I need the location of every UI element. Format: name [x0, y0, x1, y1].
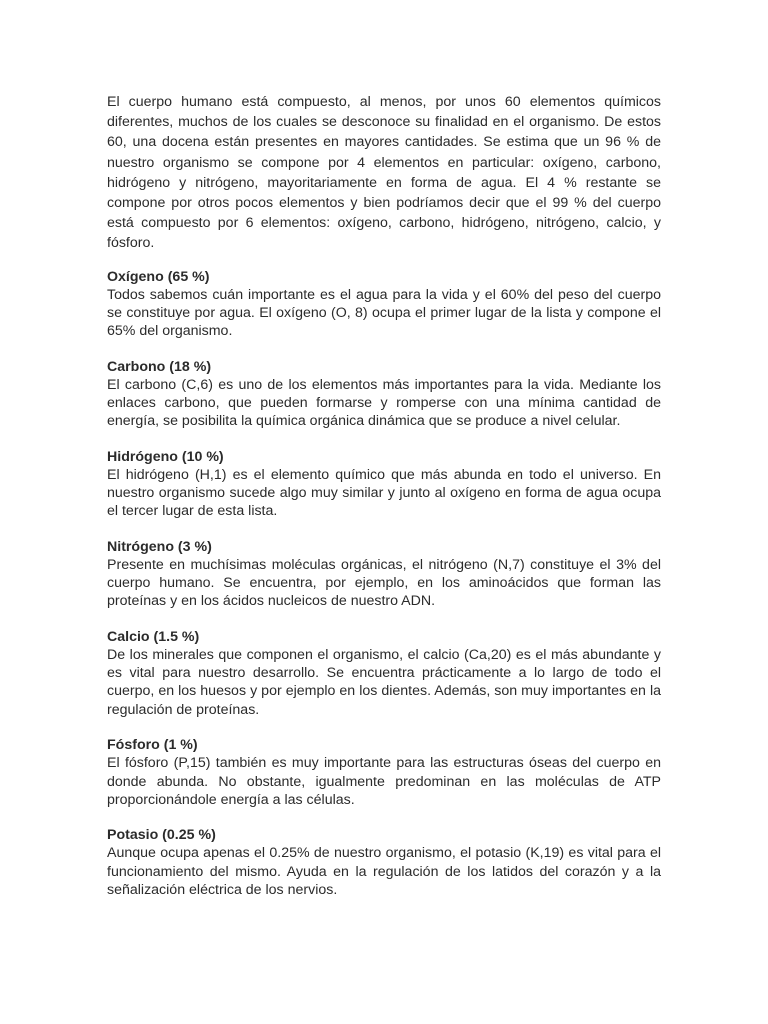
section-body: El fósforo (P,15) también es muy importante para las estructuras óseas del cuerpo en donde abunda. No obstante, igualmente predominan en las moléculas de ATP proporcionándole energía a las células. — [107, 755, 661, 808]
section-body: Todos sabemos cuán importante es el agua para la vida y el 60% del peso del cuerpo se constituye por agua. El oxígeno (O, 8) ocupa el primer lugar de la lista y compone el 65% del organismo. — [107, 286, 661, 340]
section-heading: Carbono (18 %) — [107, 358, 212, 375]
section-nitrogeno — [107, 538, 661, 611]
section-body: De los minerales que componen el organismo, el calcio (Ca,20) es el más abundante y es vital para nuestro desarrollo. Se encuentra prácticamente a lo largo de todo el cuerpo, en los huesos y por ejemplo en los dientes. Además, son muy importantes en la regulación de proteínas. — [107, 647, 661, 718]
document-page — [107, 92, 661, 917]
section-body: Presente en muchísimas moléculas orgánicas, el nitrógeno (N,7) constituye el 3% del cuerpo humano. Se encuentra, por ejemplo, en los aminoácidos que forman las proteínas y en los ácidos nucleicos de nuestro ADN. — [107, 556, 661, 610]
section-body: Aunque ocupa apenas el 0.25% de nuestro organismo, el potasio (K,19) es vital para el funcionamiento del mismo. Ayuda en la regulación de los latidos del corazón y a la señalización eléctrica de los nervios. — [107, 845, 661, 898]
section-hidrogeno — [107, 448, 661, 521]
section-calcio — [107, 628, 661, 719]
section-heading: Nitrógeno (3 %) — [107, 538, 212, 555]
section-heading: Potasio (0.25 %) — [107, 827, 216, 844]
section-fosforo — [107, 736, 661, 809]
intro-paragraph: El cuerpo humano está compuesto, al menos, por unos 60 elementos químicos diferentes, muchos de los cuales se desconoce su finalidad en el organismo. De estos 60, una docena están presentes en mayores cantidades. Se estima que un 96 % de nuestro organismo se compone por 4 elementos en particular: oxígeno, carbono, hidrógeno y nitrógeno, mayoritariamente en forma de agua. El 4 % restante se compone por otros pocos elementos y bien podríamos decir que el 99 % del cuerpo está compuesto por 6 elementos: oxígeno, carbono, hidrógeno, nitrógeno, calcio, y fósforo. — [107, 94, 661, 252]
section-oxigeno — [107, 268, 661, 341]
section-heading: Hidrógeno (10 %) — [107, 448, 224, 465]
section-body: El hidrógeno (H,1) es el elemento químico que más abunda en todo el universo. En nuestro organismo sucede algo muy similar y junto al oxígeno en forma de agua ocupa el tercer lugar de esta lista. — [107, 466, 661, 520]
section-body: El carbono (C,6) es uno de los elementos más importantes para la vida. Mediante los enlaces carbono, que pueden formarse y romperse con una mínima cantidad de energía, se posibilita la química orgánica dinámica que se produce a nivel celular. — [107, 376, 661, 430]
section-heading: Oxígeno (65 %) — [107, 268, 210, 285]
section-carbono — [107, 358, 661, 431]
section-potasio — [107, 826, 661, 899]
section-heading: Fósforo (1 %) — [107, 737, 198, 754]
section-heading: Calcio (1.5 %) — [107, 629, 200, 646]
